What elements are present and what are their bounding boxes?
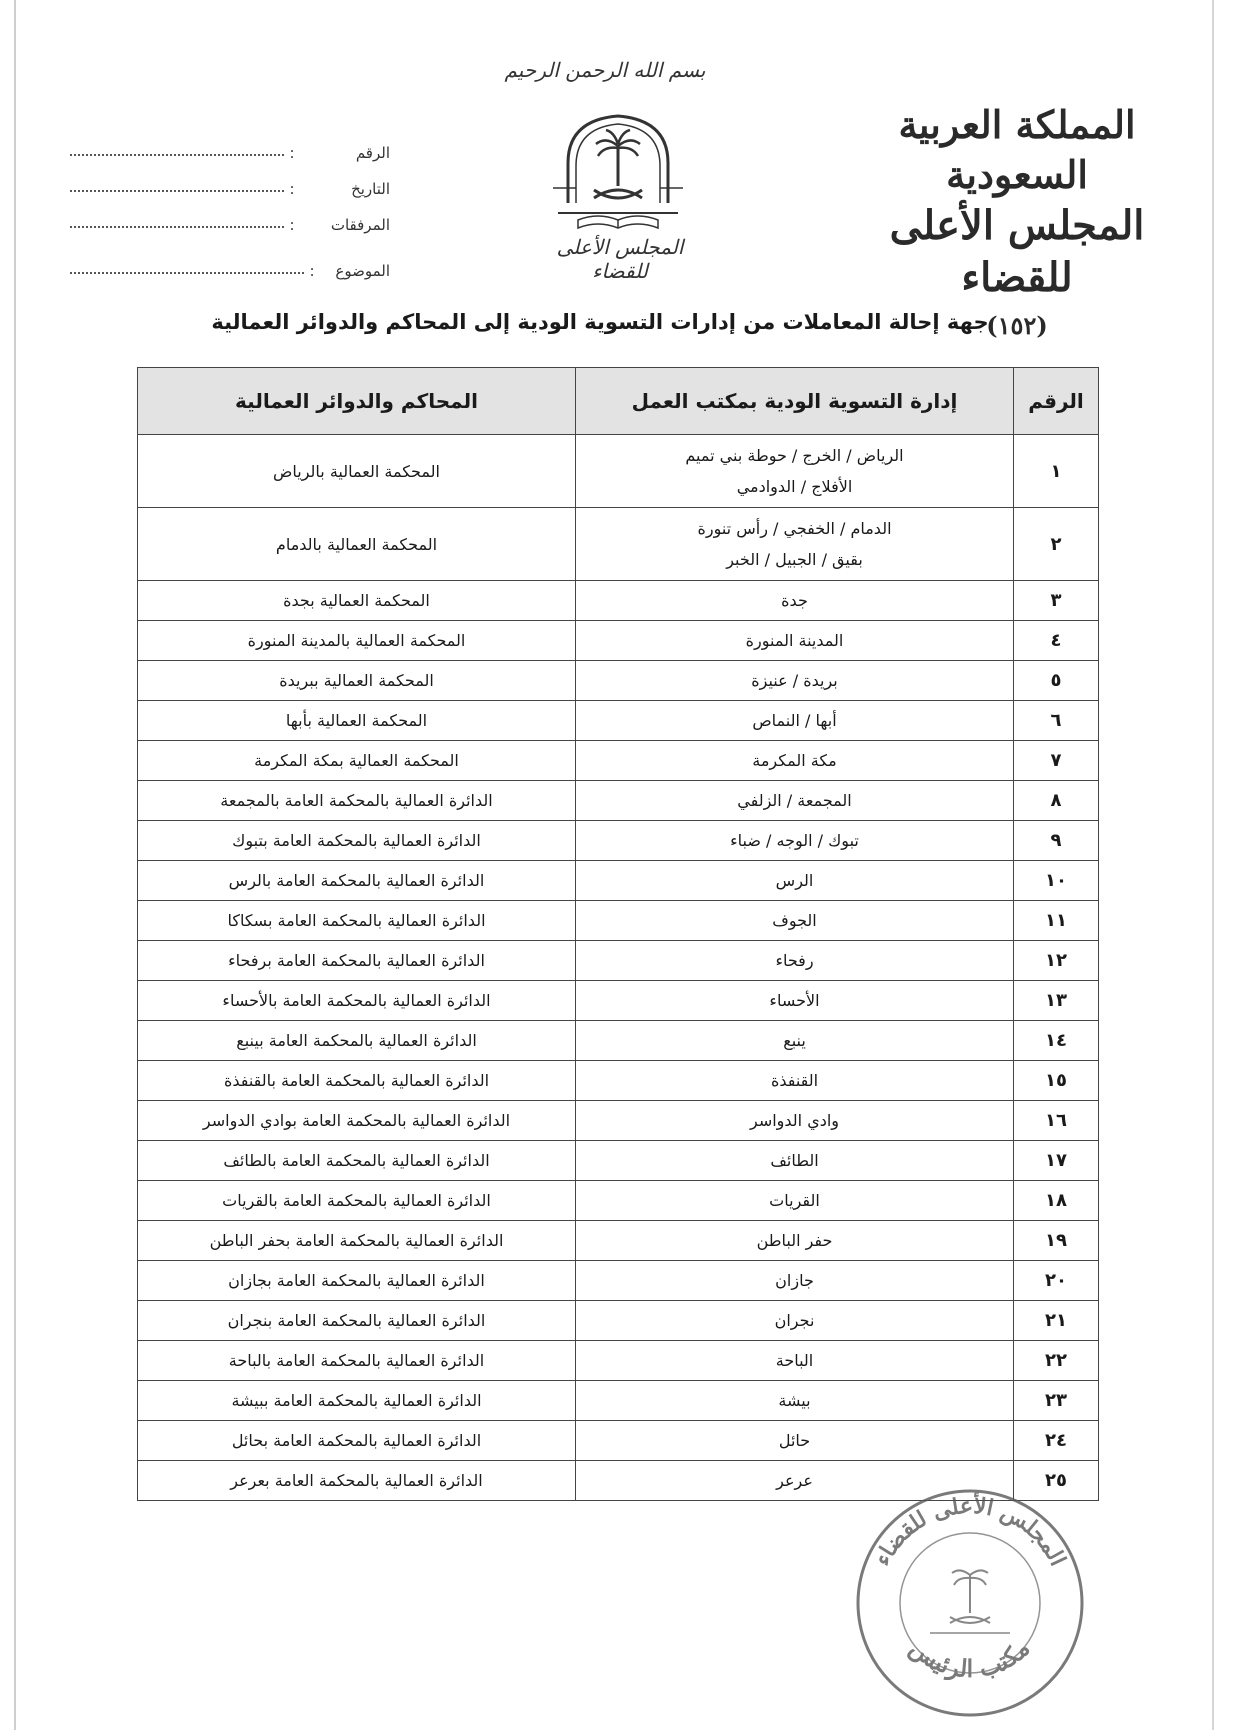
row-office [576, 1101, 1014, 1141]
office-line: مكة المكرمة [752, 751, 837, 770]
row-office [576, 581, 1014, 621]
row-office [576, 941, 1014, 981]
row-court: المحكمة العمالية بمكة المكرمة [138, 741, 576, 781]
row-court: المحكمة العمالية بالمدينة المنورة [138, 621, 576, 661]
row-office [576, 1181, 1014, 1221]
row-number: ٤ [1014, 621, 1099, 661]
office-line: الجوف [772, 911, 817, 930]
table-row [138, 1261, 1099, 1301]
council-name: المجلس الأعلى للقضاء [889, 202, 1145, 301]
row-office [576, 435, 1014, 508]
office-line: الرس [775, 871, 814, 890]
office-line: وادي الدواسر [749, 1111, 840, 1130]
table-row [138, 435, 1099, 508]
table-row [138, 1181, 1099, 1221]
row-court: الدائرة العمالية بالمحكمة العامة بالمجمعة [138, 781, 576, 821]
date-blank [70, 176, 284, 192]
table-header-row [138, 368, 1099, 435]
office-line: الرياض / الخرج / حوطة بني تميم [685, 446, 904, 465]
office-line-2: بقيق / الجبيل / الخبر [726, 550, 863, 569]
row-court: المحكمة العمالية ببريدة [138, 661, 576, 701]
row-court: المحكمة العمالية بالدمام [138, 508, 576, 581]
table-row [138, 661, 1099, 701]
office-line: الأحساء [769, 991, 820, 1010]
office-line: نجران [774, 1311, 815, 1330]
row-number: ٢٢ [1014, 1341, 1099, 1381]
table-row [138, 1021, 1099, 1061]
office-line: أبها / النماص [752, 711, 837, 730]
subject-blank [70, 258, 304, 274]
row-court: الدائرة العمالية بالمحكمة العامة بوادي الدواسر [138, 1101, 576, 1141]
row-office [576, 1421, 1014, 1461]
row-court: المحكمة العمالية بالرياض [138, 435, 576, 508]
subject-field: الموضوع : [70, 244, 390, 280]
office-line: الدمام / الخفجي / رأس تنورة [697, 519, 892, 538]
row-court: الدائرة العمالية بالمحكمة العامة بالأحساء [138, 981, 576, 1021]
table-row [138, 701, 1099, 741]
row-court: الدائرة العمالية بالمحكمة العامة بجازان [138, 1261, 576, 1301]
row-court: الدائرة العمالية بالمحكمة العامة بالقنفذة [138, 1061, 576, 1101]
row-number: ٢٥ [1014, 1461, 1099, 1501]
row-number: ١٦ [1014, 1101, 1099, 1141]
row-office [576, 781, 1014, 821]
row-number: ٧ [1014, 741, 1099, 781]
row-office [576, 901, 1014, 941]
table-row [138, 1421, 1099, 1461]
document-code: (١٥٢) [986, 311, 1048, 340]
table-row [138, 581, 1099, 621]
row-court: الدائرة العمالية بالمحكمة العامة بالباحة [138, 1341, 576, 1381]
row-number: ١٨ [1014, 1181, 1099, 1221]
row-number: ١٩ [1014, 1221, 1099, 1261]
office-line: بريدة / عنيزة [751, 671, 838, 690]
row-office [576, 1341, 1014, 1381]
date-field: التاريخ : [70, 162, 390, 198]
row-office [576, 508, 1014, 581]
stamp-bottom-text: مكتب الرئيس [904, 1632, 1036, 1684]
date-label: التاريخ [351, 180, 390, 198]
table-row [138, 508, 1099, 581]
row-number: ١٣ [1014, 981, 1099, 1021]
header-number: الرقم [1014, 368, 1099, 435]
row-office [576, 701, 1014, 741]
row-court: الدائرة العمالية بالمحكمة العامة بنجران [138, 1301, 576, 1341]
row-court: الدائرة العمالية بالمحكمة العامة ببيشة [138, 1381, 576, 1421]
row-number: ٢٠ [1014, 1261, 1099, 1301]
table-row [138, 621, 1099, 661]
row-office [576, 1301, 1014, 1341]
row-office [576, 1221, 1014, 1261]
attachments-label: المرفقات [330, 216, 390, 234]
row-office [576, 861, 1014, 901]
row-number: ٨ [1014, 781, 1099, 821]
table-row [138, 1381, 1099, 1421]
stamp-top-text: المجلس الأعلى للقضاء [869, 1492, 1071, 1571]
row-office [576, 1061, 1014, 1101]
office-line: ينبع [783, 1031, 806, 1050]
number-field: الرقم : [70, 126, 390, 162]
row-office [576, 1381, 1014, 1421]
table-row [138, 861, 1099, 901]
row-court: الدائرة العمالية بالمحكمة العامة بحائل [138, 1421, 576, 1461]
row-office [576, 661, 1014, 701]
office-line: جدة [781, 591, 808, 610]
attachments-field: المرفقات : [70, 198, 390, 234]
row-court: الدائرة العمالية بالمحكمة العامة بالطائف [138, 1141, 576, 1181]
row-number: ٥ [1014, 661, 1099, 701]
row-court: الدائرة العمالية بالمحكمة العامة بالرس [138, 861, 576, 901]
office-line: الطائف [770, 1151, 819, 1170]
row-office [576, 981, 1014, 1021]
row-number: ١١ [1014, 901, 1099, 941]
table-row [138, 821, 1099, 861]
row-court: الدائرة العمالية بالمحكمة العامة بعرعر [138, 1461, 576, 1501]
subject-label: الموضوع [335, 262, 390, 280]
office-line: الباحة [775, 1351, 814, 1370]
row-office [576, 621, 1014, 661]
row-office [576, 1021, 1014, 1061]
row-court: الدائرة العمالية بالمحكمة العامة بحفر الباطن [138, 1221, 576, 1261]
row-court: المحكمة العمالية بأبها [138, 701, 576, 741]
row-court: الدائرة العمالية بالمحكمة العامة برفحاء [138, 941, 576, 981]
table-row [138, 1101, 1099, 1141]
official-seal-icon [850, 1483, 1090, 1723]
row-number: ١٥ [1014, 1061, 1099, 1101]
table-row [138, 1221, 1099, 1261]
table-row [138, 941, 1099, 981]
row-number: ١٤ [1014, 1021, 1099, 1061]
table-row [138, 1341, 1099, 1381]
row-number: ٢٤ [1014, 1421, 1099, 1461]
basmala: بسم الله الرحمن الرحيم [504, 58, 706, 82]
row-office [576, 821, 1014, 861]
row-number: ٩ [1014, 821, 1099, 861]
table-row [138, 781, 1099, 821]
row-number: ١٠ [1014, 861, 1099, 901]
table-row [138, 1301, 1099, 1341]
row-number: ٢ [1014, 508, 1099, 581]
office-line-2: الأفلاج / الدوادمي [736, 477, 853, 496]
row-office [576, 1261, 1014, 1301]
row-number: ١٢ [1014, 941, 1099, 981]
row-office [576, 1141, 1014, 1181]
reference-fields [70, 126, 390, 280]
svg-text:مكتب الرئيس [904, 1633, 1035, 1684]
row-number: ٢١ [1014, 1301, 1099, 1341]
svg-text:المجلس الأعلى للقضاء [869, 1491, 1071, 1570]
table-row [138, 1061, 1099, 1101]
office-line: تبوك / الوجه / ضباء [730, 831, 859, 850]
office-line: المجمعة / الزلفي [737, 791, 852, 810]
header-office: إدارة التسوية الودية بمكتب العمل [576, 368, 1014, 435]
row-number: ٢٣ [1014, 1381, 1099, 1421]
office-line: عرعر [776, 1471, 813, 1490]
row-number: ١٧ [1014, 1141, 1099, 1181]
row-court: الدائرة العمالية بالمحكمة العامة بسكاكا [138, 901, 576, 941]
header-court: المحاكم والدوائر العمالية [138, 368, 576, 435]
row-number: ٣ [1014, 581, 1099, 621]
row-court: الدائرة العمالية بالمحكمة العامة بتبوك [138, 821, 576, 861]
row-court: الدائرة العمالية بالمحكمة العامة بالقريات [138, 1181, 576, 1221]
table-row [138, 741, 1099, 781]
table-row [138, 901, 1099, 941]
document-title: جهة إحالة المعاملات من إدارات التسوية الودية إلى المحاكم والدوائر العمالية [211, 310, 989, 334]
table-row [138, 1141, 1099, 1181]
office-line: القريات [769, 1191, 820, 1210]
office-line: حائل [778, 1431, 811, 1450]
number-label: الرقم [355, 144, 390, 162]
office-line: جازان [775, 1271, 814, 1290]
office-line: المدينة المنورة [745, 631, 844, 650]
office-line: رفحاء [775, 951, 814, 970]
kingdom-name: المملكة العربية السعودية [898, 102, 1136, 197]
table-row [138, 981, 1099, 1021]
row-number: ٦ [1014, 701, 1099, 741]
office-line: بيشة [778, 1391, 811, 1410]
row-office [576, 741, 1014, 781]
row-court: الدائرة العمالية بالمحكمة العامة بينبع [138, 1021, 576, 1061]
routing-table [137, 367, 1099, 1501]
emblem-caption: المجلس الأعلى للقضاء [556, 235, 684, 283]
office-line: حفر الباطن [756, 1231, 833, 1250]
attachments-blank [70, 212, 284, 228]
row-number: ١ [1014, 435, 1099, 508]
number-blank [70, 140, 284, 156]
row-court: المحكمة العمالية بجدة [138, 581, 576, 621]
office-line: القنفذة [770, 1071, 819, 1090]
